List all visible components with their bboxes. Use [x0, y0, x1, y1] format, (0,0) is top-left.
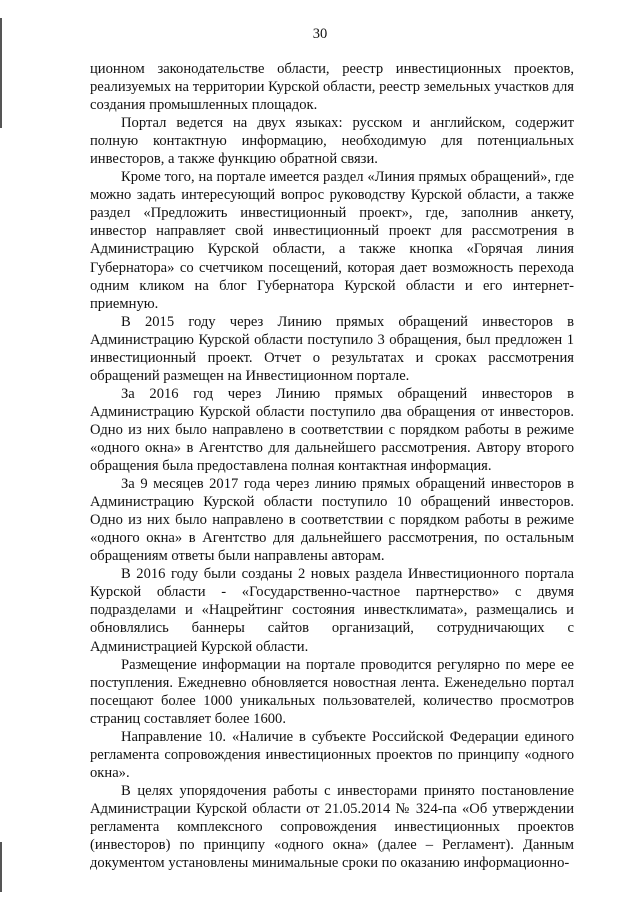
- paragraph: Портал ведется на двух языках: русском и английском, содержит полную контактную информацию, необходимую для потенциальных инвесторов, а также функцию обратной связи.: [90, 115, 574, 168]
- paragraph: За 9 месяцев 2017 года через линию прямых обращений инвесторов в Администрацию Курской области поступило 10 обращений инвесторов. Одно из них было направлено в соответствии с порядком работы в режиме «одного окна» в Агентство для дальнейшего рассмотрения, по остальным обращениям ответы были направлены авторам.: [90, 476, 574, 565]
- paragraph: За 2016 год через Линию прямых обращений инвесторов в Администрацию Курской области поступило два обращения от инвесторов. Одно из них было направлено в соответствии с порядком работы в режиме «одного окна» в Агентство для дальнейшего рассмотрения. Автору второго обращения была предоставлена полная контактная информация.: [90, 385, 574, 475]
- scan-edge-mark-bottom: [0, 842, 2, 892]
- document-body: [90, 60, 574, 872]
- paragraph-section-heading: Направление 10. «Наличие в субъекте Российской Федерации единого регламента сопровождения инвестиционных проектов по принципу «одного окна».: [90, 728, 574, 781]
- paragraph-continued: ционном законодательстве области, реестр инвестиционных проектов, реализуемых на территории Курской области, реестр земельных участков для создания промышленных площадок.: [90, 61, 574, 114]
- paragraph: Размещение информации на портале проводится регулярно по мере ее поступления. Ежедневно обновляется новостная лента. Еженедельно портал посещают более 1000 уникальных пользователей, количество просмотров страниц составляет более 1600.: [90, 656, 574, 727]
- paragraph: В 2016 году были созданы 2 новых раздела Инвестиционного портала Курской области - «Государственно-частное партнерство» с двумя подразделами и «Нацрейтинг состояния инвестклимата», размещались и обновлялись баннеры сайтов организаций, сотрудничающих с Администрацией Курской области.: [90, 566, 574, 655]
- paragraph: Кроме того, на портале имеется раздел «Линия прямых обращений», где можно задать интересующий вопрос руководству Курской области, а также раздел «Предложить инвестиционный проект», где, заполнив анкету, инвестор направляет свой инвестиционный проект для рассмотрения в Администрацию Курской области, а также кнопка «Горячая линия Губернатора» со счетчиком посещений, которая дает возможность перехода одним кликом на блог Губернатора Курской области и его интернет-приемную.: [90, 169, 574, 312]
- page-number: 30: [312, 26, 328, 42]
- paragraph: В 2015 году через Линию прямых обращений инвесторов в Администрацию Курской области поступило 3 обращения, был предложен 1 инвестиционный проект. Отчет о результатах и сроках рассмотрения обращений размещен на Инвестиционном портале.: [90, 313, 574, 384]
- paragraph: В целях упорядочения работы с инвесторами принято постановление Администрации Курской области от 21.05.2014 № 324-па «Об утверждении регламента комплексного сопровождения инвестиционных проектов (инвесторов) по принципу «одного окна» (далее – Регламент). Данным документом установлены минимальные сроки по оказанию информационно-: [90, 782, 574, 872]
